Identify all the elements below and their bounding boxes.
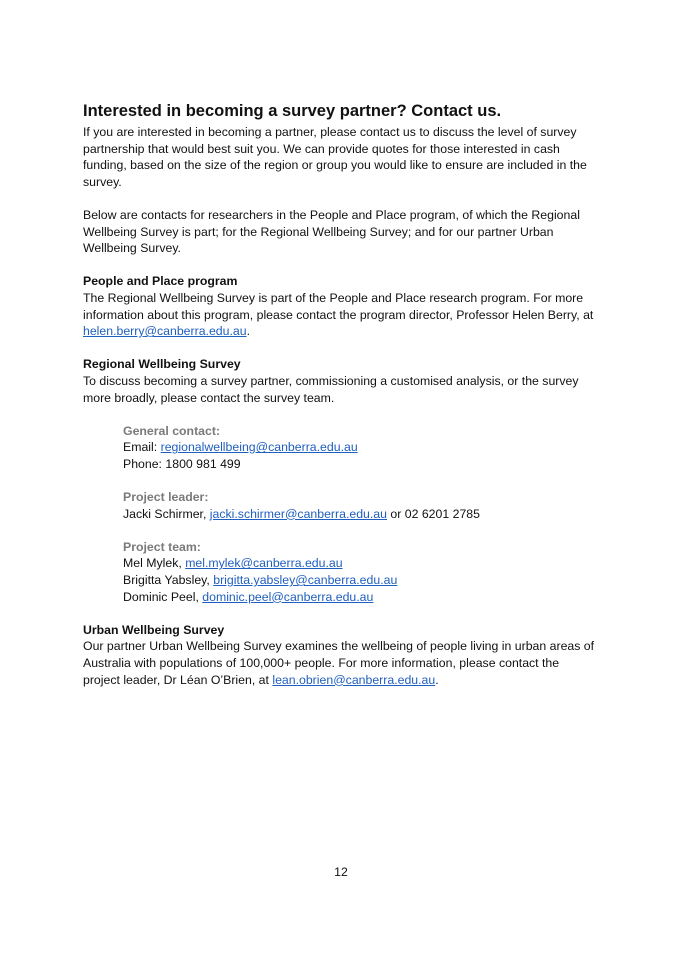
intro-paragraph-2: Below are contacts for researchers in the People and Place program, of which the Regional Wellbeing Survey is part; for the Regional Wellbeing Survey; and for our partner Urban Wellbeing Survey. — [83, 207, 580, 256]
email-prefix: Email: — [123, 440, 161, 455]
document-body — [83, 100, 598, 688]
urban-survey-heading: Urban Wellbeing Survey — [83, 622, 225, 637]
general-contact-block — [123, 423, 598, 606]
team-member-line — [123, 572, 598, 589]
project-leader-label: Project leader: — [123, 490, 209, 505]
team-member-email-link[interactable]: mel.mylek@canberra.edu.au — [185, 556, 343, 571]
people-place-text: The Regional Wellbeing Survey is part of the People and Place research program. For more information about this program, please contact the program director, Professor Helen Berry, at — [83, 290, 594, 322]
page-heading: Interested in becoming a survey partner? Contact us. — [83, 102, 502, 120]
people-place-paragraph — [83, 290, 598, 340]
team-member-name: Dominic Peel, — [123, 589, 203, 604]
intro-paragraph-1: If you are interested in becoming a partner, please contact us to discuss the level of survey partnership that would best suit you. We can provide quotes for those interested in cash funding, based on the size of the region or group you would like to ensure are included in the survey. — [83, 125, 587, 189]
urban-period: . — [435, 672, 439, 687]
team-member-name: Mel Mylek, — [123, 556, 186, 571]
jacki-schirmer-email-link[interactable]: jacki.schirmer@canberra.edu.au — [209, 506, 387, 521]
regional-survey-paragraph: To discuss becoming a survey partner, commissioning a customised analysis, or the survey more broadly, please contact the survey team. — [83, 373, 579, 405]
regional-survey-heading: Regional Wellbeing Survey — [83, 357, 241, 372]
team-member-name: Brigitta Yabsley, — [123, 573, 214, 588]
project-team-label: Project team: — [123, 539, 201, 554]
lean-obrien-email-link[interactable]: lean.obrien@canberra.edu.au — [272, 672, 436, 687]
leader-name: Jacki Schirmer, — [123, 506, 210, 521]
people-place-heading: People and Place program — [83, 274, 238, 289]
general-contact-label: General contact: — [123, 423, 221, 438]
urban-text: Our partner Urban Wellbeing Survey examines the wellbeing of people living in urban areas of Australia with populations of 100,000+ people. For more information, please contact the project leader, Dr Léan O’Brien, at — [83, 639, 595, 687]
leader-phone: or 02 6201 2785 — [386, 506, 480, 521]
team-member-email-link[interactable]: dominic.peel@canberra.edu.au — [202, 589, 374, 604]
team-member-line — [123, 589, 598, 606]
urban-survey-paragraph — [83, 638, 598, 688]
helen-berry-email-link[interactable]: helen.berry@canberra.edu.au — [83, 324, 247, 339]
general-phone-line: Phone: 1800 981 499 — [123, 456, 241, 471]
team-member-line — [123, 555, 598, 572]
regionalwellbeing-email-link[interactable]: regionalwellbeing@canberra.edu.au — [160, 440, 358, 455]
page-number: 12 — [334, 865, 348, 879]
team-member-email-link[interactable]: brigitta.yabsley@canberra.edu.au — [213, 573, 398, 588]
people-place-period: . — [246, 324, 250, 339]
general-email-line — [123, 439, 598, 456]
project-leader-line — [123, 506, 598, 523]
